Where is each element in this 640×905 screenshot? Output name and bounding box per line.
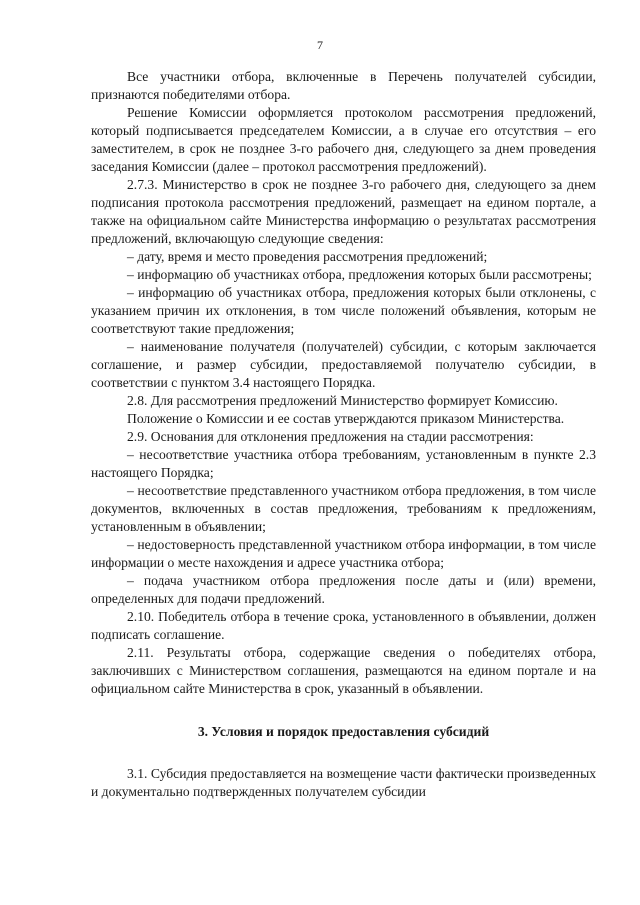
section-heading: 3. Условия и порядок предоставления субсидий — [197, 724, 490, 739]
paragraph: Решение Комиссии оформляется протоколом рассмотрения предложений, который подписывается председателем Комиссии, а в случае его отсутствия – его заместителем, в срок не позднее 3-го рабочего дня, следующего за днем проведения заседания Комиссии (далее – протокол рассмотрения предложений). — [91, 105, 596, 174]
paragraphs-before-section — [91, 68, 596, 698]
paragraph: – несоответствие представленного участником отбора предложения, в том числе документов, включенных в состав предложения, требованиям к предложениям, установленным в объявлении; — [91, 483, 596, 534]
paragraph: 2.9. Основания для отклонения предложения на стадии рассмотрения: — [127, 429, 534, 444]
paragraph: 2.7.3. Министерство в срок не позднее 3-го рабочего дня, следующего за днем подписания протокола рассмотрения предложений, размещает на едином портале, а также на официальном сайте Министерства информацию о результатах рассмотрения предложений, включающую следующие сведения: — [91, 177, 596, 246]
paragraph: – подача участником отбора предложения после даты и (или) времени, определенных для подачи предложений. — [91, 573, 596, 606]
paragraph: – несоответствие участника отбора требованиям, установленным в пункте 2.3 настоящего Порядка; — [91, 447, 596, 480]
paragraph: – наименование получателя (получателей) субсидии, с которым заключается соглашение, и размер субсидии, предоставляемой получателю субсидии, в соответствии с пунктом 3.4 настоящего Порядка. — [91, 339, 596, 390]
page-number: 7 — [317, 38, 323, 52]
paragraph: 3.1. Субсидия предоставляется на возмещение части фактически произведенных и документально подтвержденных получателем субсидии — [91, 766, 596, 799]
paragraph: – недостоверность представленной участником отбора информации, в том числе информации о месте нахождения и адресе участника отбора; — [91, 537, 596, 570]
paragraph: 2.11. Результаты отбора, содержащие сведения о победителях отбора, заключивших с Министерством соглашения, размещаются на едином портале и на официальном сайте Министерства в срок, указанный в объявлении. — [91, 645, 596, 696]
paragraph: 2.8. Для рассмотрения предложений Министерство формирует Комиссию. — [127, 393, 558, 408]
paragraph: 2.10. Победитель отбора в течение срока, установленного в объявлении, должен подписать соглашение. — [91, 609, 596, 642]
document-body — [91, 68, 596, 801]
paragraph: Положение о Комиссии и ее состав утверждаются приказом Министерства. — [127, 411, 565, 426]
paragraph: – дату, время и место проведения рассмотрения предложений; — [127, 249, 488, 264]
paragraph: Все участники отбора, включенные в Перечень получателей субсидии, признаются победителями отбора. — [91, 69, 596, 102]
paragraphs-after-section — [91, 765, 596, 801]
paragraph: – информацию об участниках отбора, предложения которых были отклонены, с указанием причин их отклонения, в том числе положений объявления, которым не соответствуют такие предложения; — [91, 285, 596, 336]
paragraph: – информацию об участниках отбора, предложения которых были рассмотрены; — [127, 267, 592, 282]
